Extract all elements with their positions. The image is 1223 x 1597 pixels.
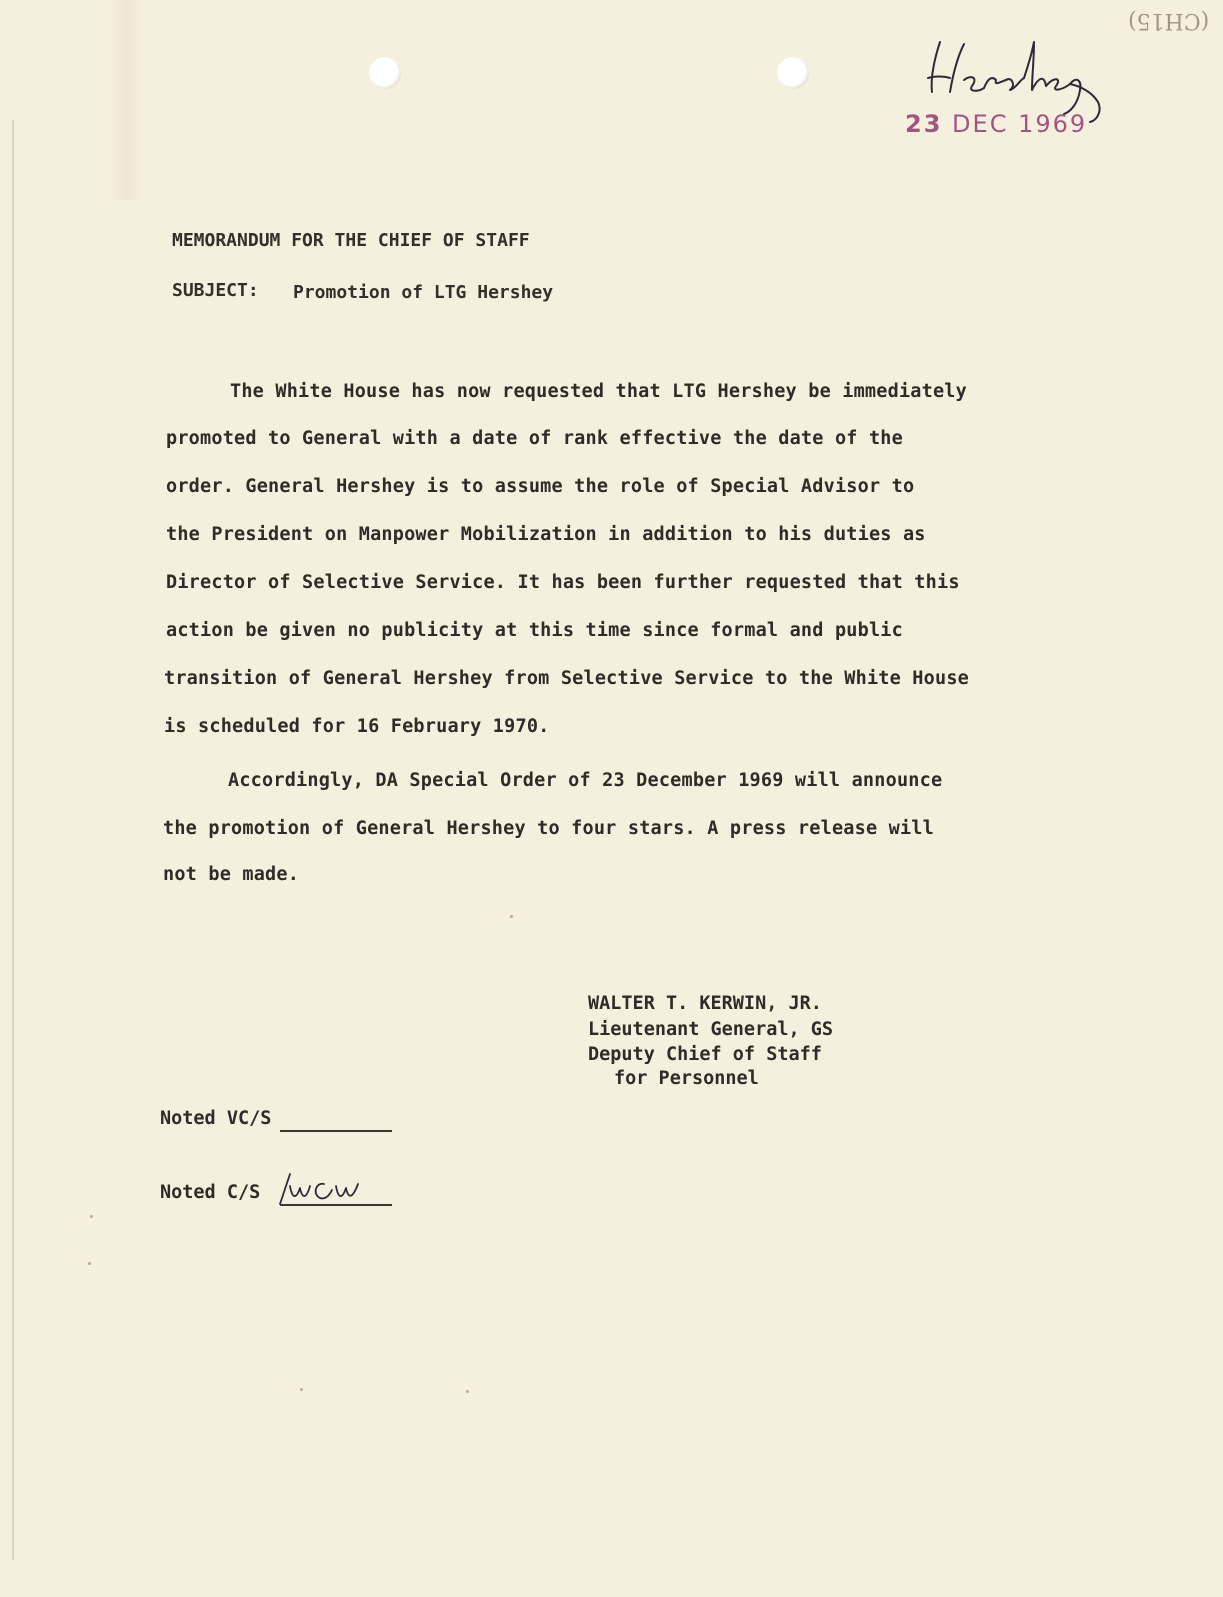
paper-speck: [300, 1388, 303, 1391]
paragraph-line: promoted to General with a date of rank effective the date of the: [166, 428, 903, 449]
noted-vcs-blank: [280, 1130, 392, 1132]
paragraph-line: Director of Selective Service. It has been further requested that this: [166, 572, 960, 593]
signatory-title: Deputy Chief of Staff: [588, 1044, 822, 1065]
paragraph-line: Accordingly, DA Special Order of 23 December 1969 will announce: [228, 770, 943, 791]
stamp-month-year: DEC 1969: [952, 110, 1088, 138]
paragraph-line: the promotion of General Hershey to four stars. A press release will: [163, 818, 934, 839]
memo-subject-label: SUBJECT:: [172, 280, 259, 301]
paragraph-line: is scheduled for 16 February 1970.: [164, 716, 550, 737]
paragraph-line: the President on Manpower Mobilization in addition to his duties as: [166, 524, 926, 545]
noted-vcs-label: Noted VC/S: [160, 1108, 272, 1129]
handwritten-initials: [278, 1168, 388, 1208]
paper-fold-shadow: [112, 0, 142, 200]
paragraph-line: order. General Hershey is to assume the role of Special Advisor to: [166, 476, 915, 497]
paper-edge: [12, 120, 14, 1560]
memo-subject-text: Promotion of LTG Hershey: [293, 282, 554, 303]
received-date-stamp: [905, 110, 1087, 138]
paper-speck: [90, 1215, 93, 1218]
stamp-day: 23: [905, 110, 943, 138]
paper-speck: [510, 915, 513, 918]
signatory-name: WALTER T. KERWIN, JR.: [588, 993, 822, 1014]
noted-cs-label: Noted C/S: [160, 1182, 261, 1203]
paper-speck: [466, 1390, 469, 1393]
corner-archive-note: (CH15): [1127, 8, 1209, 33]
paragraph-line: transition of General Hershey from Selective Service to the White House: [164, 668, 969, 689]
paragraph-line: The White House has now requested that LTG Hershey be immediately: [230, 381, 967, 402]
paragraph-line: not be made.: [163, 864, 300, 885]
signatory-rank: Lieutenant General, GS: [588, 1019, 834, 1040]
paragraph-line: action be given no publicity at this time since formal and public: [166, 620, 903, 641]
punch-hole-left: [369, 57, 401, 89]
memo-heading: MEMORANDUM FOR THE CHIEF OF STAFF: [172, 230, 530, 251]
signatory-title-cont: for Personnel: [614, 1068, 759, 1089]
paper-speck: [88, 1262, 91, 1265]
punch-hole-right: [777, 57, 809, 89]
